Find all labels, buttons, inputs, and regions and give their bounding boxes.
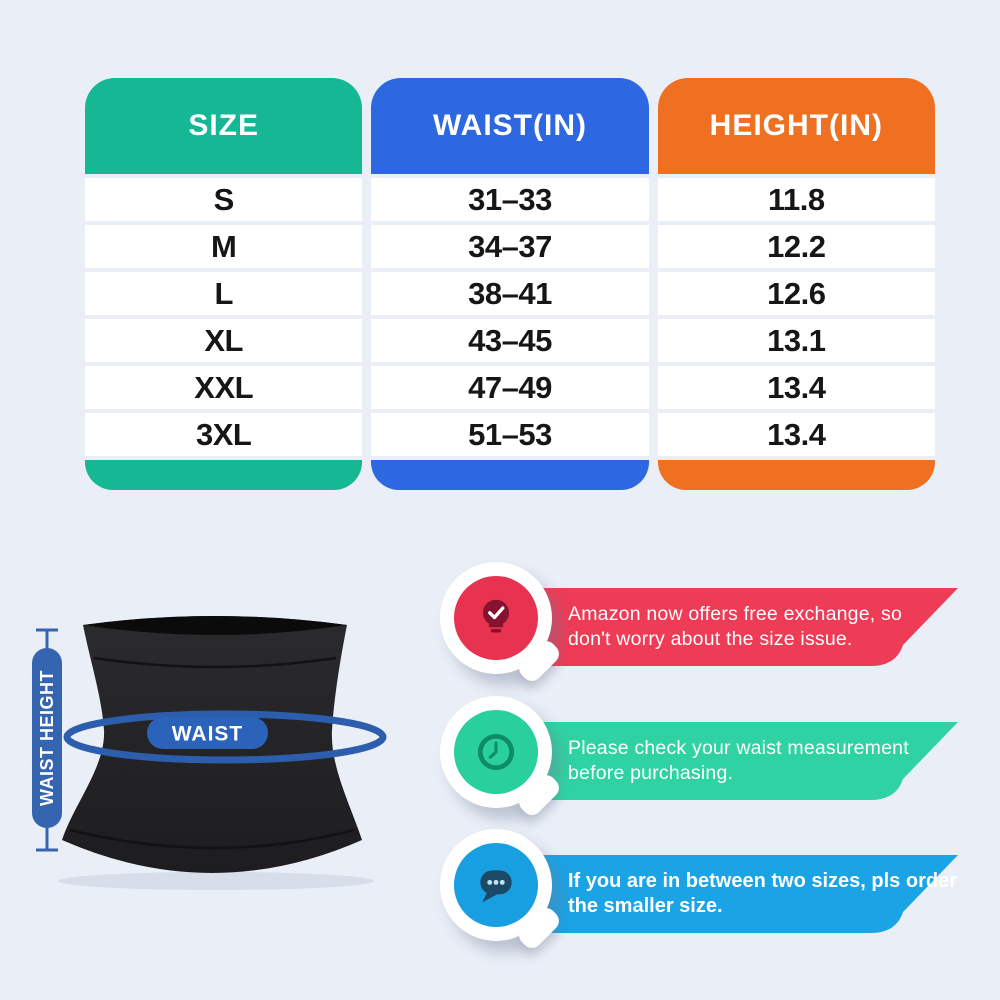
table-cell: S <box>85 178 362 221</box>
callout-line: If you are in between two sizes, pls order <box>568 870 957 892</box>
callout-text <box>568 722 968 800</box>
callout-badge <box>440 829 552 941</box>
height-label: WAIST HEIGHT <box>37 670 57 806</box>
table-footer-bar <box>85 460 362 490</box>
callout-line: don't worry about the size issue. <box>568 628 853 650</box>
chat-dots-icon <box>454 843 538 927</box>
table-cell: 13.4 <box>658 366 935 409</box>
callout-line: the smaller size. <box>568 895 723 917</box>
callout-line: Please check your waist measurement <box>568 737 909 759</box>
table-cell: XL <box>85 319 362 362</box>
table-header-height: HEIGHT(IN) <box>658 78 935 174</box>
trainer-shadow <box>58 872 374 890</box>
callout-badge <box>440 696 552 808</box>
callout-line: Amazon now offers free exchange, so <box>568 603 902 625</box>
callout-between-sizes <box>440 827 992 953</box>
table-header-waist: WAIST(IN) <box>371 78 648 174</box>
table-column-height <box>658 78 935 490</box>
table-cell: 12.2 <box>658 225 935 268</box>
table-cell: L <box>85 272 362 315</box>
table-footer-bar <box>658 460 935 490</box>
table-cell: M <box>85 225 362 268</box>
table-column-waist <box>371 78 648 490</box>
table-cell: 31–33 <box>371 178 648 221</box>
size-table <box>85 78 935 490</box>
table-cell: 34–37 <box>371 225 648 268</box>
callout-text <box>568 588 968 666</box>
table-cell: 13.1 <box>658 319 935 362</box>
clock-icon <box>454 710 538 794</box>
table-cell: 47–49 <box>371 366 648 409</box>
table-cell: 51–53 <box>371 413 648 456</box>
callout-check-measurement <box>440 694 992 820</box>
table-cell: 3XL <box>85 413 362 456</box>
callout-line: before purchasing. <box>568 762 734 784</box>
table-cell: 11.8 <box>658 178 935 221</box>
lightbulb-check-icon <box>454 576 538 660</box>
table-footer-bar <box>371 460 648 490</box>
table-column-size <box>85 78 362 490</box>
callout-badge <box>440 562 552 674</box>
callout-text <box>568 855 968 933</box>
waist-trainer-illustration <box>20 598 440 898</box>
callout-free-exchange <box>440 560 992 686</box>
table-header-size: SIZE <box>85 78 362 174</box>
table-cell: 13.4 <box>658 413 935 456</box>
table-cell: 43–45 <box>371 319 648 362</box>
waist-label: WAIST <box>171 722 244 746</box>
table-cell: 12.6 <box>658 272 935 315</box>
table-cell: 38–41 <box>371 272 648 315</box>
table-cell: XXL <box>85 366 362 409</box>
